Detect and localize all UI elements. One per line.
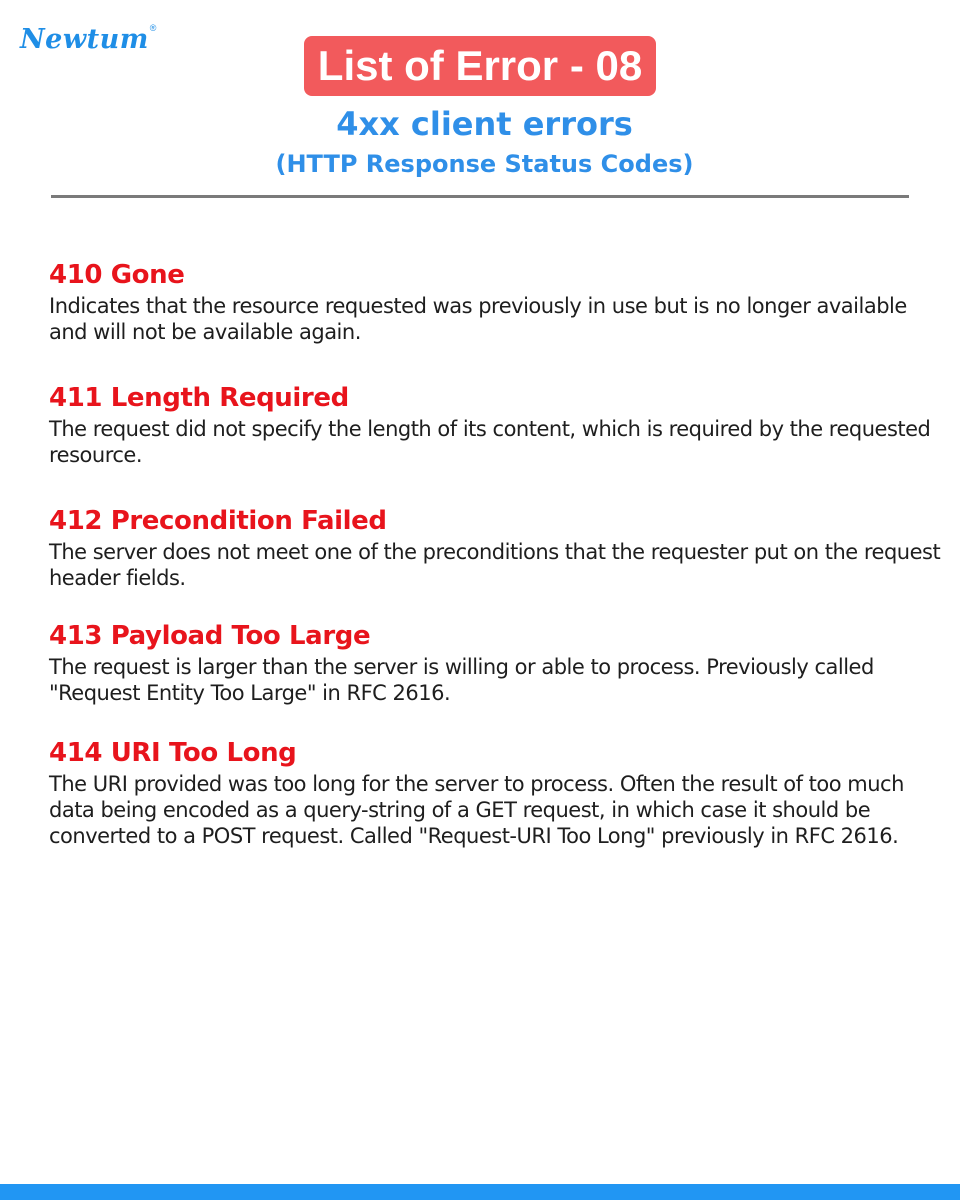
error-entry-414 [49,737,949,849]
error-description: The request is larger than the server is willing or able to process. Previously called "Request Entity Too Large" in RFC 2616. [49,655,874,705]
error-description: The server does not meet one of the preconditions that the requester put on the request header fields. [49,540,941,590]
error-title: 411 Length Required [49,383,349,413]
error-title: 410 Gone [49,260,185,290]
logo-text: Newtum [20,24,149,55]
error-description: The URI provided was too long for the server to process. Often the result of too much data being encoded as a query-string of a GET request, in which case it should be converted to a POST request. Called "Request-URI Too Long" previously in RFC 2616. [49,772,904,848]
error-entry-413 [49,620,949,706]
error-title: 413 Payload Too Large [49,621,371,651]
registered-mark: ® [149,23,157,33]
page-title: List of Error - 08 [317,42,643,89]
error-entry-412 [49,505,949,591]
footer-bar [0,1184,960,1200]
error-description: The request did not specify the length of its content, which is required by the requested resource. [49,417,931,467]
error-entry-411 [49,382,949,468]
subtitle: 4xx client errors [336,105,633,143]
error-title: 412 Precondition Failed [49,506,387,536]
error-title: 414 URI Too Long [49,738,297,768]
header-divider [51,195,909,198]
title-badge [304,36,656,96]
error-entry-410 [49,259,949,345]
newtum-logo [20,22,156,58]
error-description: Indicates that the resource requested was previously in use but is no longer available and will not be available again. [49,294,907,344]
subtitle-secondary: (HTTP Response Status Codes) [275,150,694,178]
